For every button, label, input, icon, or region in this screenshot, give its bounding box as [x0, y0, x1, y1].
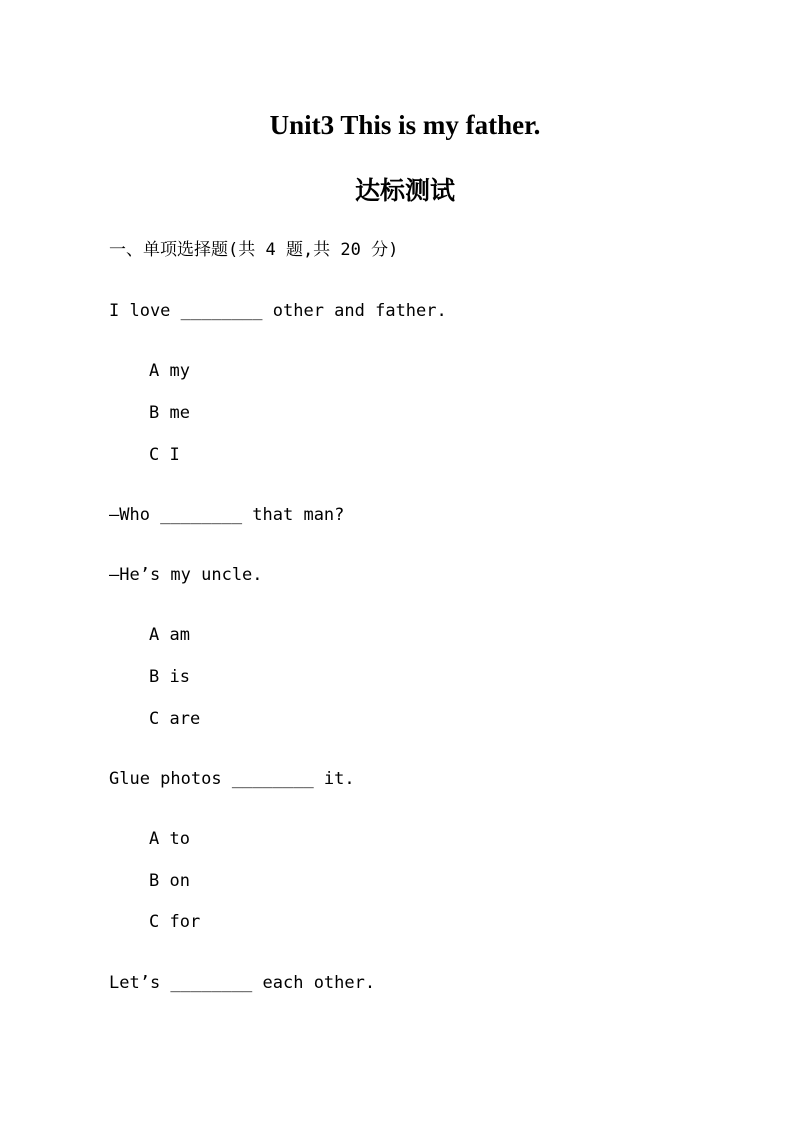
- question-4-stem: Let’s ________ each other.: [109, 973, 376, 993]
- question-2-stem: —Who ________ that man?: [109, 505, 345, 525]
- question-2-option-a: A am: [149, 625, 190, 645]
- question-3-option-a: A to: [149, 829, 190, 849]
- question-2-stem-answer: —He’s my uncle.: [109, 565, 263, 585]
- question-2-option-c: C are: [149, 709, 201, 729]
- page-title: Unit3 This is my father.: [269, 110, 541, 140]
- question-3-option-b: B on: [149, 871, 190, 891]
- question-3-option-c: C for: [149, 912, 201, 932]
- question-3-stem: Glue photos ________ it.: [109, 769, 355, 789]
- question-1-stem: I love ________ other and father.: [109, 301, 447, 321]
- question-1-option-c: C I: [149, 445, 180, 465]
- section-heading: 一、单项选择题(共 4 题,共 20 分): [109, 240, 399, 260]
- question-1-option-b: B me: [149, 403, 190, 423]
- page-subtitle: 达标测试: [354, 176, 455, 205]
- question-2-option-b: B is: [149, 667, 190, 687]
- question-1-option-a: A my: [149, 361, 190, 381]
